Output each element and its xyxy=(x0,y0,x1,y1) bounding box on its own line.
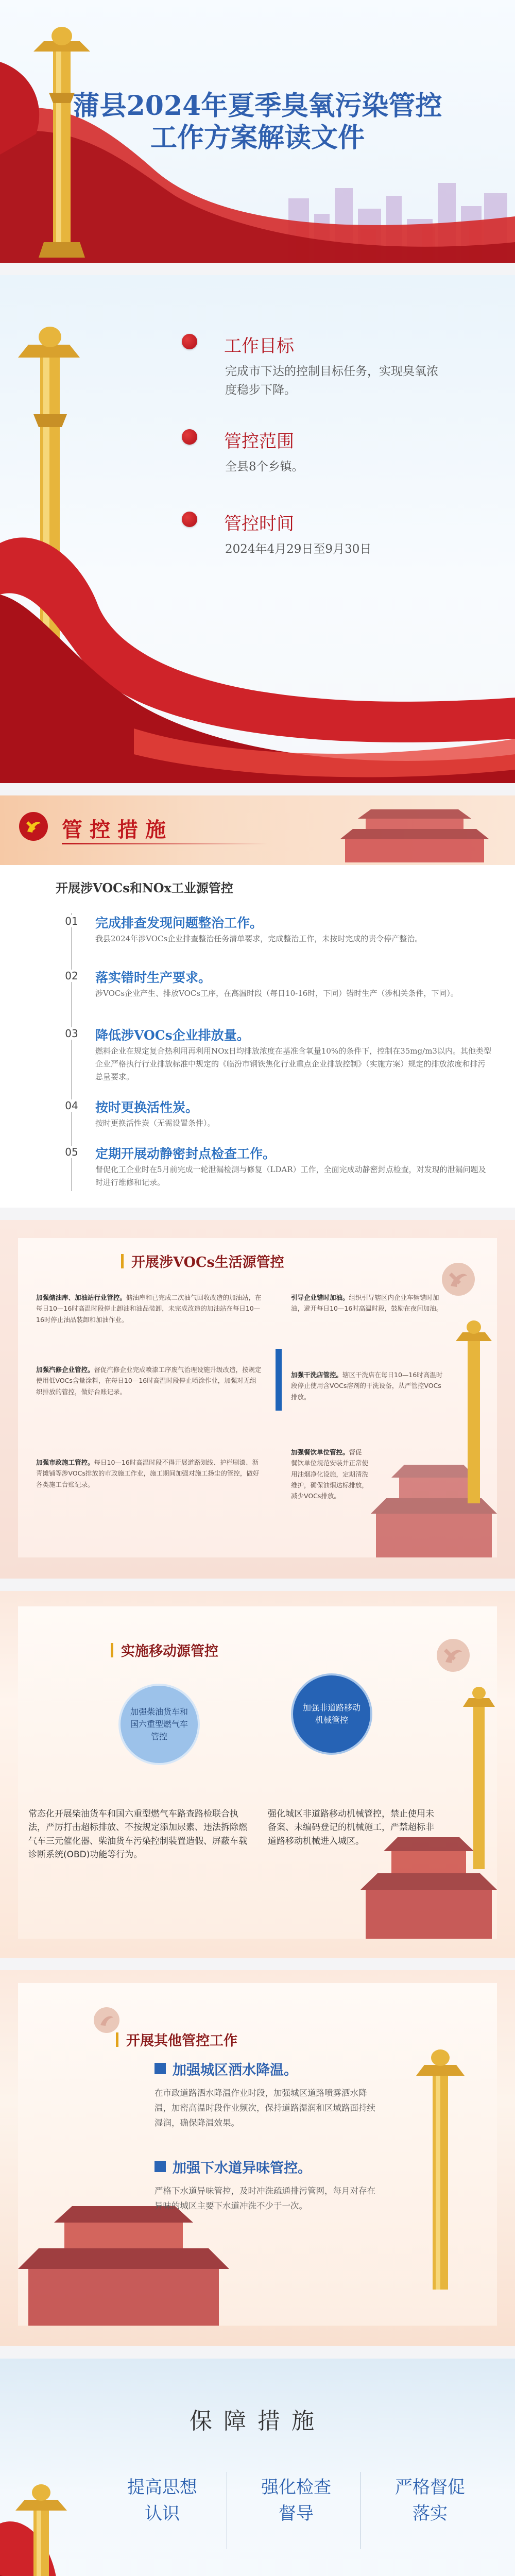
measures-panel xyxy=(0,795,515,1208)
panel-separator xyxy=(0,1579,515,1591)
column-divider xyxy=(360,2472,361,2549)
life-item-text: 储油库和已完成二次油气回收改造的加油站，在每日10—16时高温时段停止卸油和油品装卸，未完成改造的加油站在每日10—16时停止油品装卸和加油作业。 xyxy=(36,1294,262,1324)
guarantee-panel xyxy=(0,2359,515,2576)
huabiao-column-graphic xyxy=(412,2042,469,2290)
life-item-label: 加强市政施工管控。 xyxy=(36,1459,94,1466)
goal-text: 2024年4月29日至9月30日 xyxy=(225,543,372,556)
section-title xyxy=(121,1640,218,1660)
party-emblem-icon xyxy=(93,2006,121,2035)
goal-heading: 管控范围 xyxy=(224,431,294,452)
life-item-text: 每日10—16时高温时段不得开展道路划线、护栏刷漆、沥青摊铺等涉VOCs排放的市政施工作业，施工期间加强对施工扬尘的管控，做好各类施工台账记录。 xyxy=(36,1459,260,1488)
guarantee-line2: 认识 xyxy=(145,2503,180,2524)
bullet-square-icon xyxy=(154,2063,166,2074)
section-title-text: 开展涉VOCs生活源管控 xyxy=(131,1255,284,1270)
goal-text: 完成市下达的控制目标任务，实现臭氧浓度稳步下降。 xyxy=(225,365,438,397)
panel-separator xyxy=(0,1208,515,1220)
step-description: 涉VOCs企业产生、排放VOCs工序，在高温时段（每日10-16时，下同）错时生产（涉相关条件，下同）。 xyxy=(95,989,458,998)
goals-panel xyxy=(0,275,515,783)
red-ribbon-graphic xyxy=(0,2359,515,2576)
title-accent-bar xyxy=(121,1254,124,1268)
huabiao-column-graphic xyxy=(461,1684,497,1869)
step-number: 02 xyxy=(65,970,78,982)
panel-separator xyxy=(0,263,515,275)
guarantee-item xyxy=(232,2475,360,2527)
title-accent-bar xyxy=(116,2032,118,2047)
title-accent-bar xyxy=(111,1643,113,1657)
huabiao-column-graphic xyxy=(453,1318,494,1503)
guarantee-title: 保障措施 xyxy=(190,2408,325,2434)
life-item-label: 加强储油库、加油站行业管控。 xyxy=(36,1294,127,1301)
mobile-text-left: 常态化开展柴油货车和国六重型燃气车路查路检联合执法，严厉打击超标排放、不按规定添加尿素、违法拆除燃气车三元催化器、柴油货车污染控制装置造假、屏蔽车载诊断系统(OBD)功能等行为。 xyxy=(28,1809,247,1860)
life-item-text: 督促餐饮单位规范安装并正常使用油烟净化设施，定期清洗维护，确保油烟达标排放，减少VOCs排放。 xyxy=(291,1448,369,1500)
other-item-text: 严格下水道异味管控，及时冲洗疏通排污管网，每月对存在异味的城区主要下水道冲洗不少于一次。 xyxy=(154,2186,375,2211)
life-item-label: 加强汽修企业管控。 xyxy=(36,1366,94,1374)
step-title: 完成排查发现问题整治工作。 xyxy=(95,916,263,930)
other-item-text: 在市政道路洒水降温作业时段，加强城区道路喷雾洒水降温，加密高温时段作业频次，保持道路湿润和区域路面持续湿润，确保降温效果。 xyxy=(154,2088,375,2128)
cover-title-line2: 工作方案解读文件 xyxy=(150,122,365,154)
step-number: 05 xyxy=(65,1146,78,1158)
guarantee-line2: 督导 xyxy=(279,2503,314,2524)
life-sources-panel xyxy=(0,1220,515,1579)
step-number: 04 xyxy=(65,1099,78,1112)
huabiao-column-graphic xyxy=(10,2477,72,2576)
other-item-heading: 加强城区洒水降温。 xyxy=(173,2062,298,2078)
party-emblem-icon xyxy=(18,811,49,842)
step-title: 落实错时生产要求。 xyxy=(95,970,212,985)
cover-panel xyxy=(0,0,515,263)
life-item-label: 加强餐饮单位管控。 xyxy=(291,1448,349,1456)
life-item-text: 组织引导辖区内企业车辆错时加油，避开每日10—16时高温时段，鼓励在夜间加油。 xyxy=(291,1294,443,1313)
life-item xyxy=(36,1457,263,1490)
guarantee-line1: 严格督促 xyxy=(395,2477,465,2498)
step-title: 定期开展动静密封点检查工作。 xyxy=(95,1146,276,1161)
bullet-dot-icon xyxy=(182,334,197,349)
circle-diesel-trucks xyxy=(118,1684,200,1765)
step-description: 燃料企业在规定复合热利用再利用NOx日均排放浓度在基准含氧量10%的条件下，控制在35mg/m3以内。其他类型企业严格执行行业排放标准中规定的《临汾市钢铁焦化行业重点企业排放控制》（实施方案）规定的排放浓度和排污总量要求。 xyxy=(95,1046,491,1081)
tiananmen-graphic xyxy=(330,803,500,862)
life-item-text: 督促汽修企业完成喷漆工序废气治理设施升级改造，按规定使用低VOCs含量涂料，在每日10—16时高温时段停止喷涂作业，加强对无组织排放的管控，做好台账记录。 xyxy=(36,1366,262,1396)
bullet-dot-icon xyxy=(182,429,197,445)
title-underline xyxy=(62,843,268,844)
cover-title xyxy=(26,90,489,155)
circle-label: 加强非道路移动机械管控 xyxy=(302,1703,360,1725)
life-item xyxy=(291,1447,368,1501)
panel-separator xyxy=(0,1958,515,1970)
step-description: 我县2024年涉VOCs企业排查整治任务清单要求，完成整治工作，未按时完成的责令停产整治。 xyxy=(95,934,423,943)
life-item xyxy=(291,1369,445,1402)
other-item-heading: 加强下水道异味管控。 xyxy=(173,2160,312,2176)
measures-title: 管控措施 xyxy=(62,818,173,842)
step-number: 01 xyxy=(65,915,78,927)
step-title: 按时更换活性炭。 xyxy=(95,1100,199,1115)
circle-nonroad-machinery xyxy=(291,1673,372,1755)
cover-title-line1: 蒲县2024年夏季臭氧污染管控 xyxy=(73,90,442,122)
life-item-label: 加强干洗店管控。 xyxy=(291,1371,343,1379)
life-item xyxy=(36,1292,263,1325)
accent-bar xyxy=(276,1349,282,1411)
section-title xyxy=(126,2029,237,2049)
mobile-sources-panel xyxy=(0,1591,515,1958)
bullet-square-icon xyxy=(154,2161,166,2172)
measures-subtitle: 开展涉VOCs和NOx工业源管控 xyxy=(56,880,233,895)
life-item xyxy=(36,1364,263,1397)
panel-separator xyxy=(0,783,515,795)
other-sources-panel xyxy=(0,1970,515,2346)
mobile-text-right: 强化城区非道路移动机械管控，禁止使用未备案、未编码登记的机械施工，严禁超标非道路移动机械进入城区。 xyxy=(268,1809,434,1846)
step-title: 降低涉VOCs企业排放量。 xyxy=(95,1028,250,1043)
life-item-text: 辖区干洗店在每日10—16时高温时段停止使用含VOCs溶剂的干洗设备，从严管控VOCs排放。 xyxy=(291,1371,443,1401)
section-title-text: 实施移动源管控 xyxy=(121,1643,218,1659)
guarantee-line2: 落实 xyxy=(413,2503,448,2524)
life-item-label: 引导企业错时加油。 xyxy=(291,1294,349,1301)
life-item xyxy=(291,1292,445,1314)
party-emblem-icon xyxy=(435,1637,471,1673)
panel-separator xyxy=(0,2346,515,2359)
step-number: 03 xyxy=(65,1027,78,1040)
section-title xyxy=(131,1251,284,1271)
guarantee-item xyxy=(366,2475,494,2527)
bullet-dot-icon xyxy=(182,512,197,527)
step-description: 按时更换活性炭（无需设置条件）。 xyxy=(95,1118,215,1128)
step-description: 督促化工企业时在5月前完成一轮泄漏检测与修复（LDAR）工作，全面完成动静密封点检查，对发现的泄漏问题及时进行维修和记录。 xyxy=(95,1165,486,1187)
goal-text: 全县8个乡镇。 xyxy=(225,460,304,473)
party-emblem-icon xyxy=(440,1261,476,1297)
guarantee-line1: 强化检查 xyxy=(261,2477,331,2498)
section-title-text: 开展其他管控工作 xyxy=(126,2033,237,2049)
guarantee-line1: 提高思想 xyxy=(127,2477,197,2498)
goal-heading: 工作目标 xyxy=(224,336,294,357)
goal-heading: 管控时间 xyxy=(224,514,294,534)
circle-label: 加强柴油货车和国六重型燃气车管控 xyxy=(130,1707,188,1741)
guarantee-item xyxy=(98,2475,227,2527)
